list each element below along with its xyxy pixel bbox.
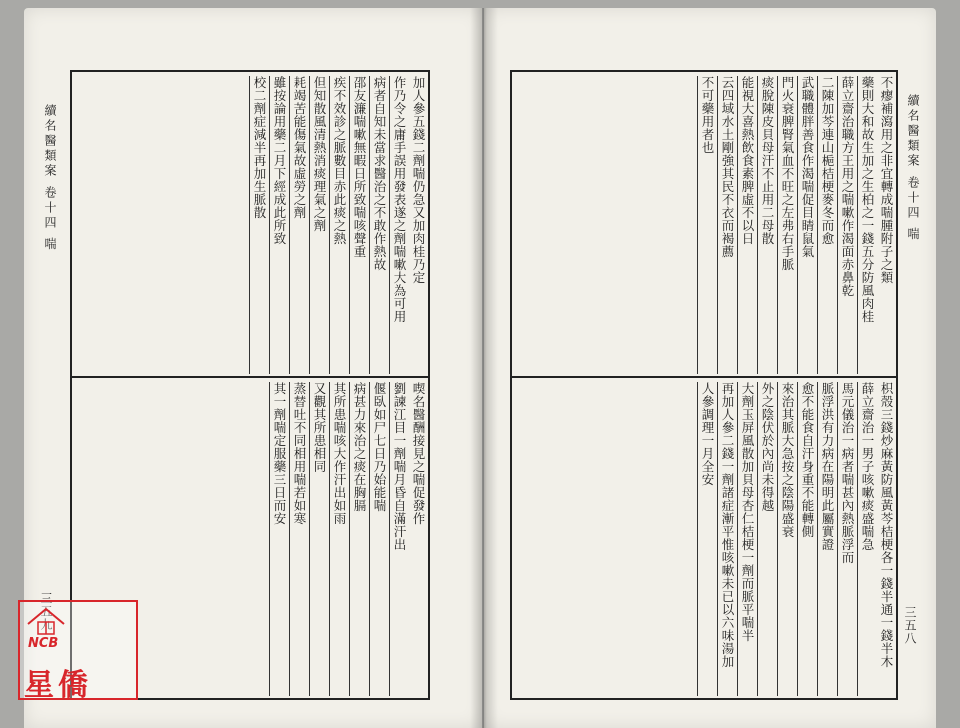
text-frame-right	[510, 70, 898, 700]
text-column: 枳殼三錢炒麻黃防風黃芩桔梗各一錢半通一錢半木	[879, 382, 894, 668]
page-number-right: 三五八	[903, 606, 917, 645]
text-column: 不可藥用者也	[697, 76, 717, 374]
text-column: 又觀其所患相同	[309, 382, 329, 696]
text-column: 加人參五錢二劑喘仍急又加肉桂乃定	[411, 76, 426, 284]
book-gutter	[470, 8, 498, 728]
running-head-right: 續名醫類案 卷十四 喘	[906, 94, 920, 243]
right-bottom-band	[512, 382, 896, 696]
stamp-name: 星僑	[24, 668, 92, 703]
text-column: 不瘳補瀉用之非宜轉成喘腫附子之類	[879, 76, 894, 284]
text-column: 薛立齋治職方王用之喘嗽作渴面赤鼻乾	[837, 76, 857, 374]
text-column: 其所患喘咳大作汗出如雨	[329, 382, 349, 696]
text-column: 蒸替吐不同相用喘若如寒	[289, 382, 309, 696]
text-column: 其一劑喘定服藥三日而安	[269, 382, 289, 696]
text-column: 作乃令之庸手誤用發表遂之劑喘嗽大為可用	[389, 76, 409, 374]
text-column: 病甚力來治之痰在胸膈	[349, 382, 369, 696]
text-column: 再加人參二錢一劑諸症漸平惟咳嗽未已以六味湯加	[717, 382, 737, 696]
text-column: 雖按論用藥二月下經成此所致	[269, 76, 289, 374]
text-column: 外之陰伏於內尚未得越	[757, 382, 777, 696]
page-number-left: 三五九	[39, 592, 53, 631]
text-column: 大劑玉屏風散加貝母杏仁桔梗一劑而脈平喘半	[737, 382, 757, 696]
text-column: 脈浮洪有力病在陽明此屬實證	[817, 382, 837, 696]
right-page	[484, 8, 936, 728]
text-column: 愈不能食自汗身重不能轉側	[797, 382, 817, 696]
frame-divider	[512, 376, 896, 378]
ncb-watermark-stamp	[18, 600, 138, 703]
text-column: 武職體胖善食作渴喘促目睛鼠氣	[797, 76, 817, 374]
text-column: 耗竭苦能傷氣故虛勞之劑	[289, 76, 309, 374]
text-column: 偃臥如尸七日乃始能喘	[369, 382, 389, 696]
text-column: 能視大喜熱飲食素脾虛不以日	[737, 76, 757, 374]
text-column: 但知散風清熱消痰理氣之劑	[309, 76, 329, 374]
text-column: 病者自知未當求醫治之不敢作熱故	[369, 76, 389, 374]
text-column: 馬元儀治一病者喘甚內熱脈浮而	[837, 382, 857, 696]
text-column: 邵友濂喘嗽無暇日所致喘咳聲重	[349, 76, 369, 374]
frame-divider	[72, 376, 428, 378]
text-column: 來治其脈大急按之陰陽盛衰	[777, 382, 797, 696]
text-column: 藥則大和故生加之生柏之一錢五分防風肉桂	[857, 76, 877, 374]
text-column: 人參調理一月全安	[697, 382, 717, 696]
stamp-letters: NCB	[28, 636, 59, 651]
text-column: 劉諫江目一劑喘月昏自滿汗出	[389, 382, 409, 696]
text-column: 疾不效診之脈數目赤此痰之熱	[329, 76, 349, 374]
left-top-band	[72, 76, 428, 374]
text-column: 云四域水土剛強其民不衣而褐薦	[717, 76, 737, 374]
text-column: 二陳加芩連山梔桔梗麥冬而愈	[817, 76, 837, 374]
text-column: 校二劑症減半再加生脈散	[249, 76, 269, 374]
text-column: 門火衰脾腎氣血不旺之左弗右手脈	[777, 76, 797, 374]
text-column: 薛立齋治一男子咳嗽痰盛喘急	[857, 382, 877, 696]
text-column: 喫名醫酬接見之喘促發作	[411, 382, 426, 525]
right-top-band	[512, 76, 896, 374]
running-head-left: 續名醫類案 卷十四 喘	[43, 104, 57, 253]
text-column: 痰脫陳皮貝母汗不止用二母散	[757, 76, 777, 374]
house-icon	[26, 606, 66, 636]
